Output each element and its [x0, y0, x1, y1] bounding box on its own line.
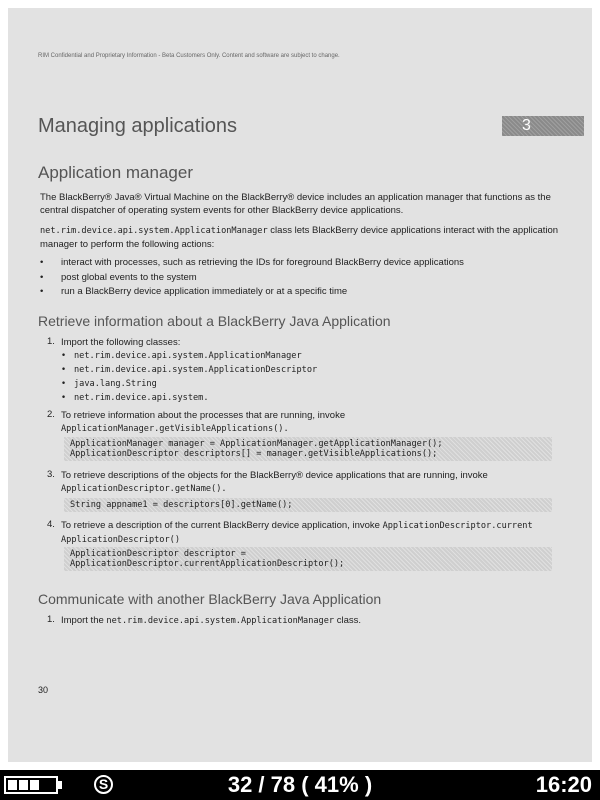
- code-line: String appname1 = descriptors[0].getName();: [70, 500, 293, 510]
- step-number: 3.: [47, 469, 55, 480]
- step-number: 1.: [47, 614, 55, 625]
- page-progress: 32 / 78 ( 41% ): [227, 772, 373, 797]
- chapter-number-badge: [502, 116, 584, 136]
- list-item: • post global events to the system: [40, 271, 197, 283]
- list-item: • net.rim.device.api.system.ApplicationManager: [61, 351, 302, 361]
- inline-code: net.rim.device.api.system.ApplicationManager: [106, 616, 335, 626]
- list-item: • java.lang.String: [61, 379, 157, 389]
- battery-tip: [58, 781, 62, 789]
- inline-code: ApplicationDescriptor.current: [382, 521, 533, 531]
- clock: 16:20: [535, 772, 592, 797]
- step-number: 1.: [47, 336, 55, 347]
- step-number: 4.: [47, 519, 55, 530]
- intro-paragraph: The BlackBerry® Java® Virtual Machine on the BlackBerry® device includes an application manager that functions as the central dispatcher of operating system events for other BlackBerry device applications.: [40, 192, 551, 216]
- sync-icon[interactable]: S: [94, 775, 113, 794]
- code-line: ApplicationDescriptor.currentApplicationDescriptor();: [70, 559, 345, 569]
- section-title: Application manager: [38, 163, 193, 182]
- list-item: • net.rim.device.api.system.ApplicationDescriptor: [61, 365, 318, 375]
- code-block: [64, 498, 552, 512]
- inline-code: net.rim.device.api.system.ApplicationManager: [40, 226, 268, 236]
- page-number: 30: [38, 685, 49, 695]
- step-text: Import the following classes:: [61, 337, 181, 348]
- inline-code: ApplicationDescriptor.getName().: [61, 484, 227, 494]
- confidential-notice: RIM Confidential and Proprietary Information - Beta Customers Only. Content and software are subject to change.: [38, 53, 340, 59]
- step-number: 2.: [47, 409, 55, 420]
- list-item: • net.rim.device.api.system.: [61, 393, 209, 403]
- paragraph-text: class lets BlackBerry device applications interact with the application manager to perform the following actions:: [40, 225, 559, 250]
- status-bar: [0, 770, 600, 800]
- step-text: Import the net.rim.device.api.system.ApplicationManager class.: [61, 615, 362, 626]
- step-text: To retrieve information about the processes that are running, invoke ApplicationManager.getVisibleApplications().: [61, 410, 346, 434]
- list-item: • run a BlackBerry device application immediately or at a specific time: [40, 286, 348, 297]
- chapter-number: 3: [522, 117, 531, 134]
- code-line: ApplicationDescriptor descriptors[] = manager.getVisibleApplications();: [70, 449, 438, 459]
- communicate-heading: Communicate with another BlackBerry Java Application: [38, 591, 382, 607]
- retrieve-info-heading: Retrieve information about a BlackBerry Java Application: [38, 313, 391, 329]
- inline-code: ApplicationManager.getVisibleApplications().: [61, 424, 289, 434]
- inline-code: ApplicationDescriptor(): [61, 535, 180, 545]
- actions-list: [40, 256, 560, 300]
- code-block: [64, 547, 552, 571]
- list-item: • interact with processes, such as retrieving the IDs for foreground BlackBerry device applications: [40, 257, 464, 268]
- step-text: To retrieve a description of the current BlackBerry device application, invoke ApplicationDescriptor.current ApplicationDescriptor(): [61, 520, 533, 545]
- step-text: To retrieve descriptions of the objects for the BlackBerry® device applications that are running, invoke ApplicationDescriptor.getName().: [61, 470, 488, 494]
- code-line: ApplicationManager manager = ApplicationManager.getApplicationManager();: [70, 439, 443, 449]
- class-import-list: [61, 349, 317, 405]
- battery-icon: [4, 776, 58, 794]
- code-block: [64, 437, 552, 461]
- code-line: ApplicationDescriptor descriptor =: [70, 549, 246, 559]
- second-paragraph: [40, 224, 560, 251]
- chapter-title: Managing applications: [38, 115, 238, 137]
